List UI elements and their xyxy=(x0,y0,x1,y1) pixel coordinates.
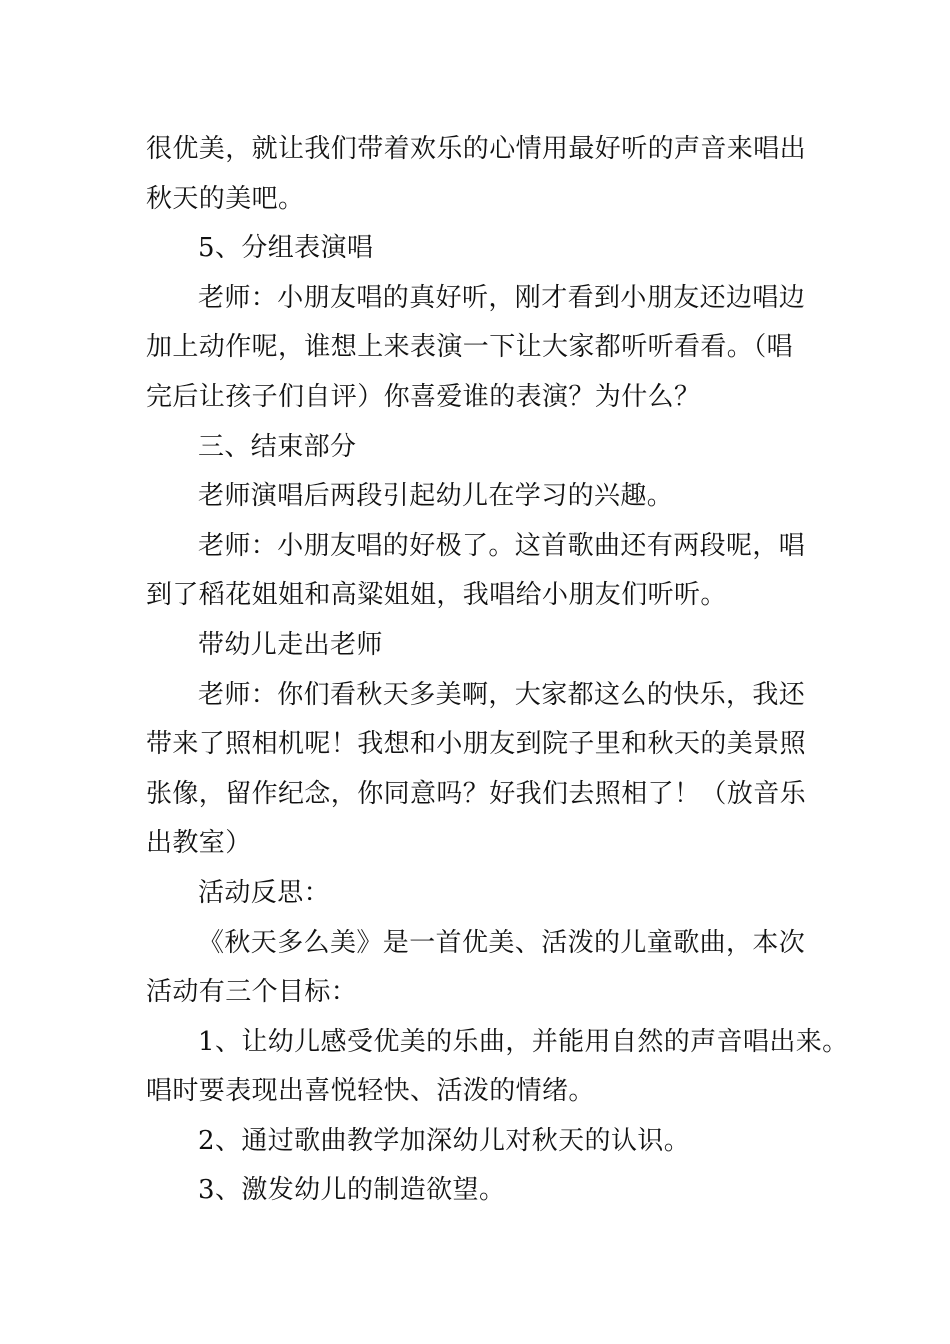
text-line: 活动有三个目标： xyxy=(146,977,358,1008)
section-heading: 三、结束部分 xyxy=(198,431,357,462)
text-line: 唱时要表现出喜悦轻快、活泼的情绪。 xyxy=(146,1076,595,1107)
text-line: 老师：小朋友唱的好极了。这首歌曲还有两段呢，唱 xyxy=(198,530,806,561)
text-line: 完后让孩子们自评）你喜爱谁的表演？为什么？ xyxy=(146,381,701,412)
text-line: 带幼儿走出老师 xyxy=(198,629,383,660)
section-heading: 5、分组表演唱 xyxy=(198,233,374,264)
list-item: 2、通过歌曲教学加深幼儿对秋天的认识。 xyxy=(198,1125,691,1156)
document-body xyxy=(146,128,849,1219)
text-line: 老师演唱后两段引起幼儿在学习的兴趣。 xyxy=(198,481,674,512)
text-line: 带来了照相机呢！我想和小朋友到院子里和秋天的美景照 xyxy=(146,729,807,760)
text-line: 老师：小朋友唱的真好听，刚才看到小朋友还边唱边 xyxy=(198,282,806,313)
list-item: 3、激发幼儿的制造欲望。 xyxy=(198,1175,506,1206)
text-line: 《秋天多么美》是一首优美、活泼的儿童歌曲，本次 xyxy=(198,927,806,958)
text-line: 到了稻花姐姐和高粱姐姐，我唱给小朋友们听听。 xyxy=(146,580,727,611)
text-line: 老师：你们看秋天多美啊，大家都这么的快乐，我还 xyxy=(198,679,806,710)
text-line: 很优美，就让我们带着欢乐的心情用最好听的声音来唱出 xyxy=(146,134,807,164)
text-line: 张像，留作纪念，你同意吗？好我们去照相了！（放音乐 xyxy=(146,778,807,809)
section-heading: 活动反思： xyxy=(198,877,331,908)
list-item: 1、让幼儿感受优美的乐曲，并能用自然的声音唱出来。 xyxy=(198,1026,849,1057)
text-line: 加上动作呢，谁想上来表演一下让大家都听听看看。（唱 xyxy=(146,332,794,363)
text-line: 秋天的美吧。 xyxy=(146,183,305,214)
text-line: 出教室） xyxy=(146,828,252,859)
